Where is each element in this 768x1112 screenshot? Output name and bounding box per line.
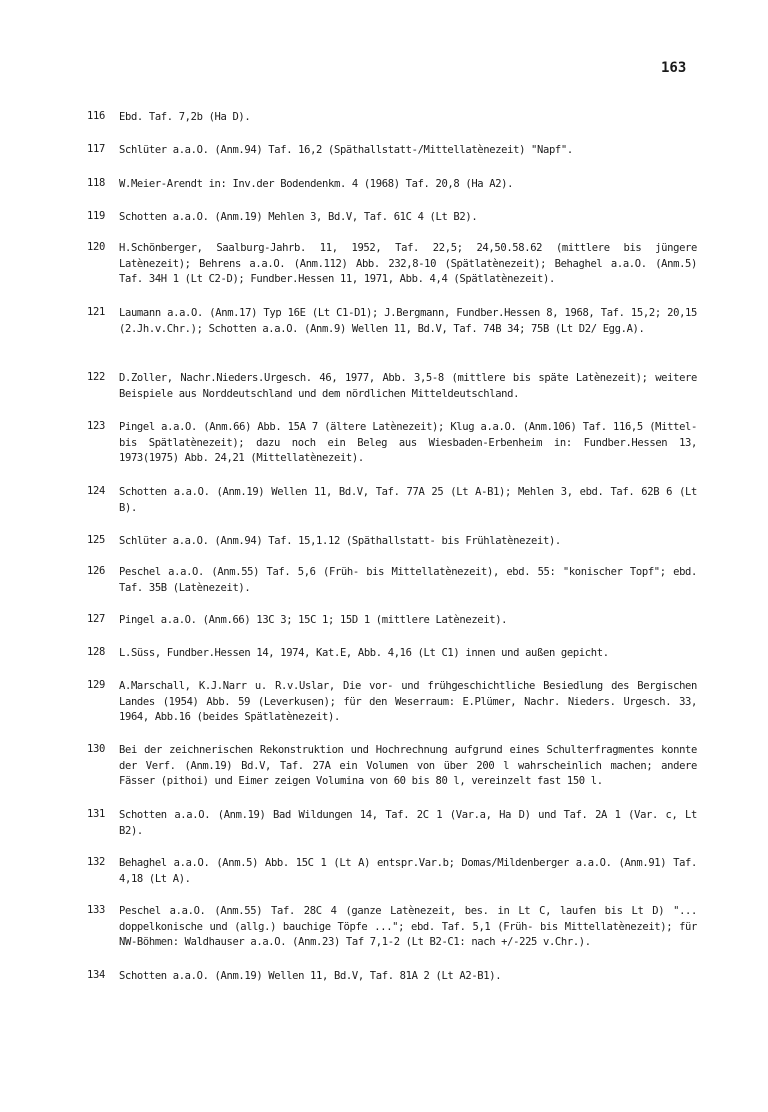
footnote-text: D.Zoller, Nachr.Nieders.Urgesch. 46, 1977, Abb. 3,5-8 (mittlere bis späte Latènezeit); weitere Beispiele aus Norddeutschland und dem nördlichen Mitteldeutschland. xyxy=(119,372,697,400)
footnote-text: Pingel a.a.O. (Anm.66) Abb. 15A 7 (ältere Latènezeit); Klug a.a.O. (Anm.106) Taf. 116,5 (Mittel- bis Spätlatènezeit); dazu noch ein Beleg aus Wiesbaden-Erbenheim in: Fundber.Hessen 13, 1973(1975) Abb. 24,21 (Mittellatènezeit). xyxy=(119,421,697,465)
footnote-text: W.Meier-Arendt in: Inv.der Bodendenkm. 4 (1968) Taf. 20,8 (Ha A2). xyxy=(119,178,514,190)
footnote-number: 130 xyxy=(87,743,105,755)
footnote xyxy=(87,177,699,193)
footnote-text: H.Schönberger, Saalburg-Jahrb. 11, 1952, Taf. 22,5; 24,50.58.62 (mittlere bis jüngere Latènezeit); Behrens a.a.O. (Anm.112) Abb. 232,8-10 (Spätlatènezeit); Behaghel a.a.O. (Anm.5) Taf. 34H 1 (Lt C2-D); Fundber.Hessen 11, 1971, Abb. 4,4 (Spätlatènezeit). xyxy=(119,242,697,286)
footnote-text: Schotten a.a.O. (Anm.19) Bad Wildungen 14, Taf. 2C 1 (Var.a, Ha D) und Taf. 2A 1 (Var. c, Lt B2). xyxy=(119,809,697,837)
footnote-text: Schlüter a.a.O. (Anm.94) Taf. 16,2 (Späthallstatt-/Mittellatènezeit) "Napf". xyxy=(119,144,573,156)
footnote-number: 123 xyxy=(87,420,105,432)
footnote-number: 128 xyxy=(87,646,105,658)
footnote-number: 132 xyxy=(87,856,105,868)
footnote-text: Schotten a.a.O. (Anm.19) Mehlen 3, Bd.V, Taf. 61C 4 (Lt B2). xyxy=(119,211,478,223)
footnote-text: Schotten a.a.O. (Anm.19) Wellen 11, Bd.V, Taf. 81A 2 (Lt A2-B1). xyxy=(119,970,502,982)
footnote xyxy=(87,679,699,726)
footnote-text: L.Süss, Fundber.Hessen 14, 1974, Kat.E, Abb. 4,16 (Lt C1) innen und außen gepicht. xyxy=(119,647,609,659)
footnote-text: Bei der zeichnerischen Rekonstruktion und Hochrechnung aufgrund eines Schulterfragmentes konnte der Verf. (Anm.19) Bd.V, Taf. 27A ein Volumen von über 200 l wahrscheinlich machen; andere Fässer (pithoi) und Eimer zeigen Volumina von 60 bis 80 l, vereinzelt fast 150 l. xyxy=(119,744,697,788)
footnote-text: Behaghel a.a.O. (Anm.5) Abb. 15C 1 (Lt A) entspr.Var.b; Domas/Mildenberger a.a.O. (Anm.91) Taf. 4,18 (Lt A). xyxy=(119,857,697,885)
footnote xyxy=(87,856,699,887)
footnote-text: A.Marschall, K.J.Narr u. R.v.Uslar, Die vor- und frühgeschichtliche Besiedlung des Bergischen Landes (1954) Abb. 59 (Leverkusen); für den Weserraum: E.Plümer, Nachr. Nieders. Urgesch. 33, 1964, Abb.16 (beides Spätlatènezeit). xyxy=(119,680,697,724)
footnote-number: 121 xyxy=(87,306,105,318)
footnote-number: 119 xyxy=(87,210,105,222)
footnote-number: 122 xyxy=(87,371,105,383)
footnote xyxy=(87,969,699,985)
footnote xyxy=(87,306,699,337)
footnote xyxy=(87,613,699,629)
footnote-number: 127 xyxy=(87,613,105,625)
footnote-text: Peschel a.a.O. (Anm.55) Taf. 28C 4 (ganze Latènezeit, bes. in Lt C, laufen bis Lt D) "... doppelkonische und (allg.) bauchige Töpfe ..."; ebd. Taf. 5,1 (Früh- bis Mittellatènezeit); für NW-Böhmen: Waldhauser a.a.O. (Anm.23) Taf 7,1-2 (Lt B2-C1: nach +/-225 v.Chr.). xyxy=(119,905,697,949)
footnote-number: 134 xyxy=(87,969,105,981)
footnote xyxy=(87,485,699,516)
footnote xyxy=(87,808,699,839)
footnote xyxy=(87,743,699,790)
footnote xyxy=(87,210,699,226)
footnote-number: 120 xyxy=(87,241,105,253)
footnote-number: 116 xyxy=(87,110,105,122)
footnote xyxy=(87,904,699,951)
footnote-number: 129 xyxy=(87,679,105,691)
footnote xyxy=(87,565,699,596)
footnote-text: Ebd. Taf. 7,2b (Ha D). xyxy=(119,111,251,123)
footnote-number: 117 xyxy=(87,143,105,155)
footnote-number: 133 xyxy=(87,904,105,916)
footnote xyxy=(87,143,699,159)
footnote-number: 131 xyxy=(87,808,105,820)
page-number: 163 xyxy=(661,60,687,76)
footnote-number: 124 xyxy=(87,485,105,497)
footnote xyxy=(87,534,699,550)
footnote-text: Pingel a.a.O. (Anm.66) 13C 3; 15C 1; 15D 1 (mittlere Latènezeit). xyxy=(119,614,508,626)
footnote-text: Schotten a.a.O. (Anm.19) Wellen 11, Bd.V, Taf. 77A 25 (Lt A-B1); Mehlen 3, ebd. Taf. 62B 6 (Lt B). xyxy=(119,486,697,514)
footnote-number: 125 xyxy=(87,534,105,546)
footnote-number: 118 xyxy=(87,177,105,189)
footnote-text: Peschel a.a.O. (Anm.55) Taf. 5,6 (Früh- bis Mittellatènezeit), ebd. 55: "konischer Topf"; ebd. Taf. 35B (Latènezeit). xyxy=(119,566,697,594)
footnote-text: Laumann a.a.O. (Anm.17) Typ 16E (Lt C1-D1); J.Bergmann, Fundber.Hessen 8, 1968, Taf. 15,2; 20,15 (2.Jh.v.Chr.); Schotten a.a.O. (Anm.9) Wellen 11, Bd.V, Taf. 74B 34; 75B (Lt D2/ Egg.A). xyxy=(119,307,697,335)
footnote xyxy=(87,420,699,467)
footnote xyxy=(87,241,699,288)
footnote xyxy=(87,371,699,402)
footnote-number: 126 xyxy=(87,565,105,577)
footnote xyxy=(87,110,699,126)
footnote-text: Schlüter a.a.O. (Anm.94) Taf. 15,1.12 (Späthallstatt- bis Frühlatènezeit). xyxy=(119,535,561,547)
footnote xyxy=(87,646,699,662)
